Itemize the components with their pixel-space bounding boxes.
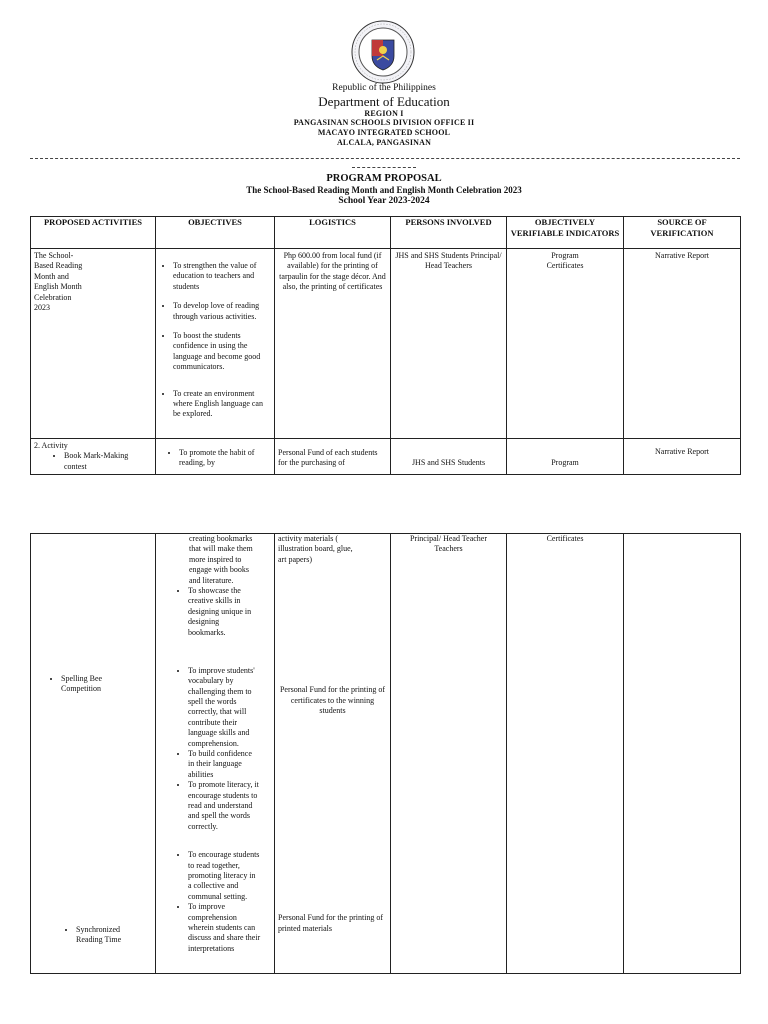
indicators-text: Program Certificates [546, 251, 584, 271]
logistics-cell: Personal Fund of each students for the purchasing of [278, 448, 378, 468]
col-header-logistics: LOGISTICS [275, 217, 391, 249]
table-row [31, 249, 741, 439]
header-divider [30, 158, 740, 159]
verification-cell: Narrative Report [624, 249, 741, 439]
col-header-indicators: OBJECTIVELY VERIFIABLE INDICATORS [507, 217, 624, 249]
objective-item: • To improve students' vocabulary by challenging them to spell the words correctly, that will contribute their language skills and comprehension. [188, 666, 260, 749]
activity-item: • Synchronized Reading Time [76, 925, 136, 946]
table-row [31, 534, 741, 974]
objective-item: • To strengthen the value of education to teachers and students [173, 261, 271, 292]
indicators-cell [507, 249, 624, 439]
deped-seal-logo [351, 20, 415, 84]
short-divider [352, 167, 416, 168]
objective-item: • To boost the students confidence in using the language and become good communicators. [173, 331, 271, 373]
logistics-cell: Personal Fund for the printing of certificates to the winning students [279, 685, 386, 715]
col-header-objectives: OBJECTIVES [156, 217, 275, 249]
objective-item: • To develop love of reading through various activities. [173, 301, 271, 322]
persons-cell: JHS and SHS Students Principal/ Head Teachers [391, 249, 507, 439]
objective-item: • To showcase the creative skills in designing unique in designing bookmarks. [188, 586, 258, 638]
proposal-table [30, 216, 741, 475]
col-header-persons: PERSONS INVOLVED [391, 217, 507, 249]
proposal-heading: PROGRAM PROPOSAL [326, 173, 442, 184]
department-name: Department of Education [318, 94, 450, 109]
indicators-continued: Certificates [546, 534, 584, 543]
objective-item: • To create an environment where English language can be explored. [173, 389, 271, 420]
proposal-title: The School-Based Reading Month and English Month Celebration 2023 [246, 185, 522, 195]
verification-cell: Narrative Report [655, 447, 709, 456]
proposal-table-continued [30, 533, 741, 974]
objective-item: • To promote the habit of reading, by [179, 448, 271, 469]
school-address: ALCALA, PANGASINAN [336, 138, 432, 147]
persons-cell: JHS and SHS Students [411, 458, 486, 467]
logistics-continued: activity materials ( illustration board, glue, art papers) [278, 534, 353, 564]
col-header-verification: SOURCE OF VERIFICATION [624, 217, 741, 249]
division-line: PANGASINAN SCHOOLS DIVISION OFFICE II [293, 118, 475, 127]
objective-item: • To improve comprehension wherein students can discuss and share their interpretations [188, 902, 264, 954]
region-line: REGION I [364, 109, 404, 118]
activity-name: The School-Based Reading Month and English Month Celebration 2023 [34, 251, 83, 312]
indicators-cell: Program [551, 458, 579, 467]
activity-heading: 2. Activity [34, 441, 68, 450]
logistics-cell: Php 600.00 from local fund (if available) for the printing of tarpaulin for the stage décor. And also, the printing of certificates [275, 249, 391, 439]
objective-item: • To promote literacy, it encourage students to read and understand and spell the words correctly. [188, 780, 264, 832]
objective-item: • To encourage students to read together, promoting literacy in a collective and communal setting. [188, 850, 260, 902]
school-year: School Year 2023-2024 [338, 196, 430, 206]
school-name: MACAYO INTEGRATED SCHOOL [317, 128, 451, 137]
objective-item: • To build confidence in their language abilities [188, 749, 260, 780]
col-header-activities: PROPOSED ACTIVITIES [31, 217, 156, 249]
objective-continued: creating bookmarks that will make them more inspired to engage with books and literature. [189, 534, 253, 585]
persons-continued: Principal/ Head Teacher Teachers [409, 534, 488, 554]
table-row [31, 439, 741, 475]
logistics-cell: Personal Fund for the printing of printed materials [278, 913, 384, 933]
republic-line: Republic of the Philippines [332, 83, 436, 93]
activity-item: • Spelling Bee Competition [61, 674, 121, 695]
activity-item: • Book Mark-Making contest [64, 451, 152, 472]
